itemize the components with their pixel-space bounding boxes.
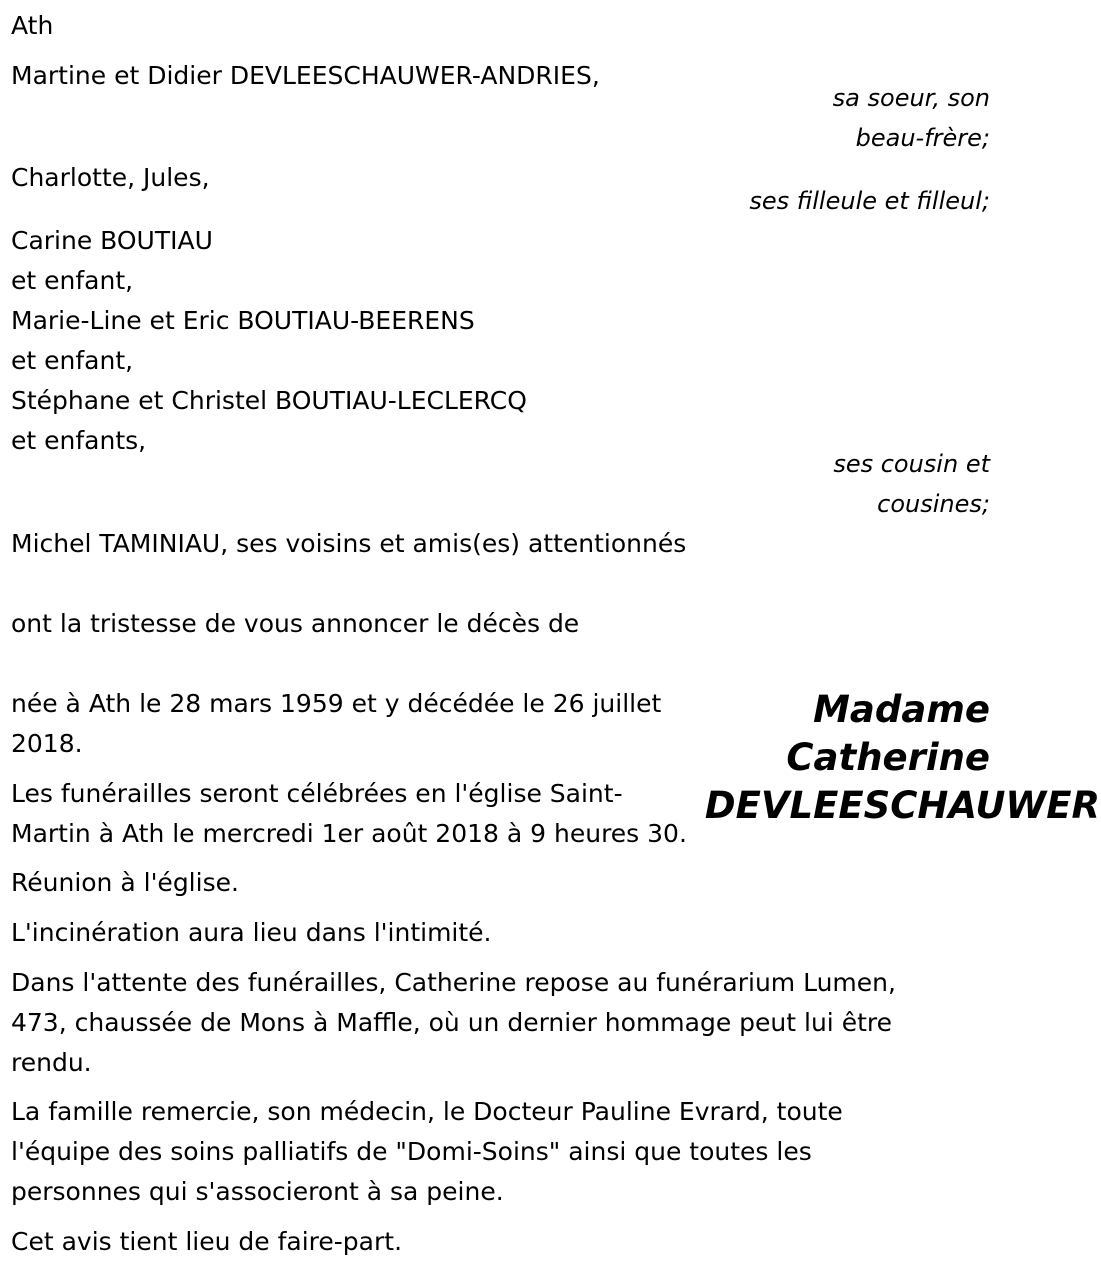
relation-cousins: cousines;	[877, 490, 990, 518]
thanks-line: personnes qui s'associeront à sa peine.	[11, 1177, 504, 1206]
cousin-line: Carine BOUTIAU	[11, 226, 213, 255]
thanks-line: La famille remercie, son médecin, le Docteur Pauline Evrard, toute	[11, 1097, 843, 1126]
family-names-godchildren: Charlotte, Jules,	[11, 163, 210, 192]
deceased-title: Madame	[813, 688, 990, 731]
funerarium-line: rendu.	[11, 1048, 92, 1077]
cousin-line: et enfant,	[11, 346, 134, 375]
relation-sister: sa soeur, son	[832, 84, 990, 112]
announcement: ont la tristesse de vous annoncer le décès de	[11, 609, 580, 638]
funerarium-line: 473, chaussée de Mons à Maffle, où un dernier hommage peut lui être	[11, 1008, 892, 1037]
cousin-line: et enfants,	[11, 426, 147, 455]
family-names-sister: Martine et Didier DEVLEESCHAUWER-ANDRIES,	[11, 61, 600, 90]
relation-godchildren: ses filleule et filleul;	[749, 187, 990, 215]
closing-line: Cet avis tient lieu de faire-part.	[11, 1227, 403, 1256]
cremation-line: L'incinération aura lieu dans l'intimité.	[11, 918, 492, 947]
birth-line: née à Ath le 28 mars 1959 et y décédée le 26 juillet	[11, 689, 662, 718]
deceased-last-name: DEVLEESCHAUWER	[704, 784, 1100, 827]
deceased-first-name: Catherine	[786, 736, 990, 779]
funeral-line: Les funérailles seront célébrées en l'église Saint-	[11, 779, 623, 808]
relation-brother-in-law: beau-frère;	[855, 124, 990, 152]
thanks-line: l'équipe des soins palliatifs de "Domi-Soins" ainsi que toutes les	[11, 1137, 812, 1166]
friends-line: Michel TAMINIAU, ses voisins et amis(es) attentionnés	[11, 529, 687, 558]
cousin-line: Stéphane et Christel BOUTIAU-LECLERCQ	[11, 386, 527, 415]
relation-cousins: ses cousin et	[833, 450, 990, 478]
meeting-line: Réunion à l'église.	[11, 868, 239, 897]
funeral-line: Martin à Ath le mercredi 1er août 2018 à 9 heures 30.	[11, 819, 687, 848]
cousin-line: Marie-Line et Eric BOUTIAU-BEERENS	[11, 306, 475, 335]
birth-line: 2018.	[11, 729, 83, 758]
city: Ath	[11, 11, 54, 40]
funerarium-line: Dans l'attente des funérailles, Catherine repose au funérarium Lumen,	[11, 968, 896, 997]
cousin-line: et enfant,	[11, 266, 134, 295]
